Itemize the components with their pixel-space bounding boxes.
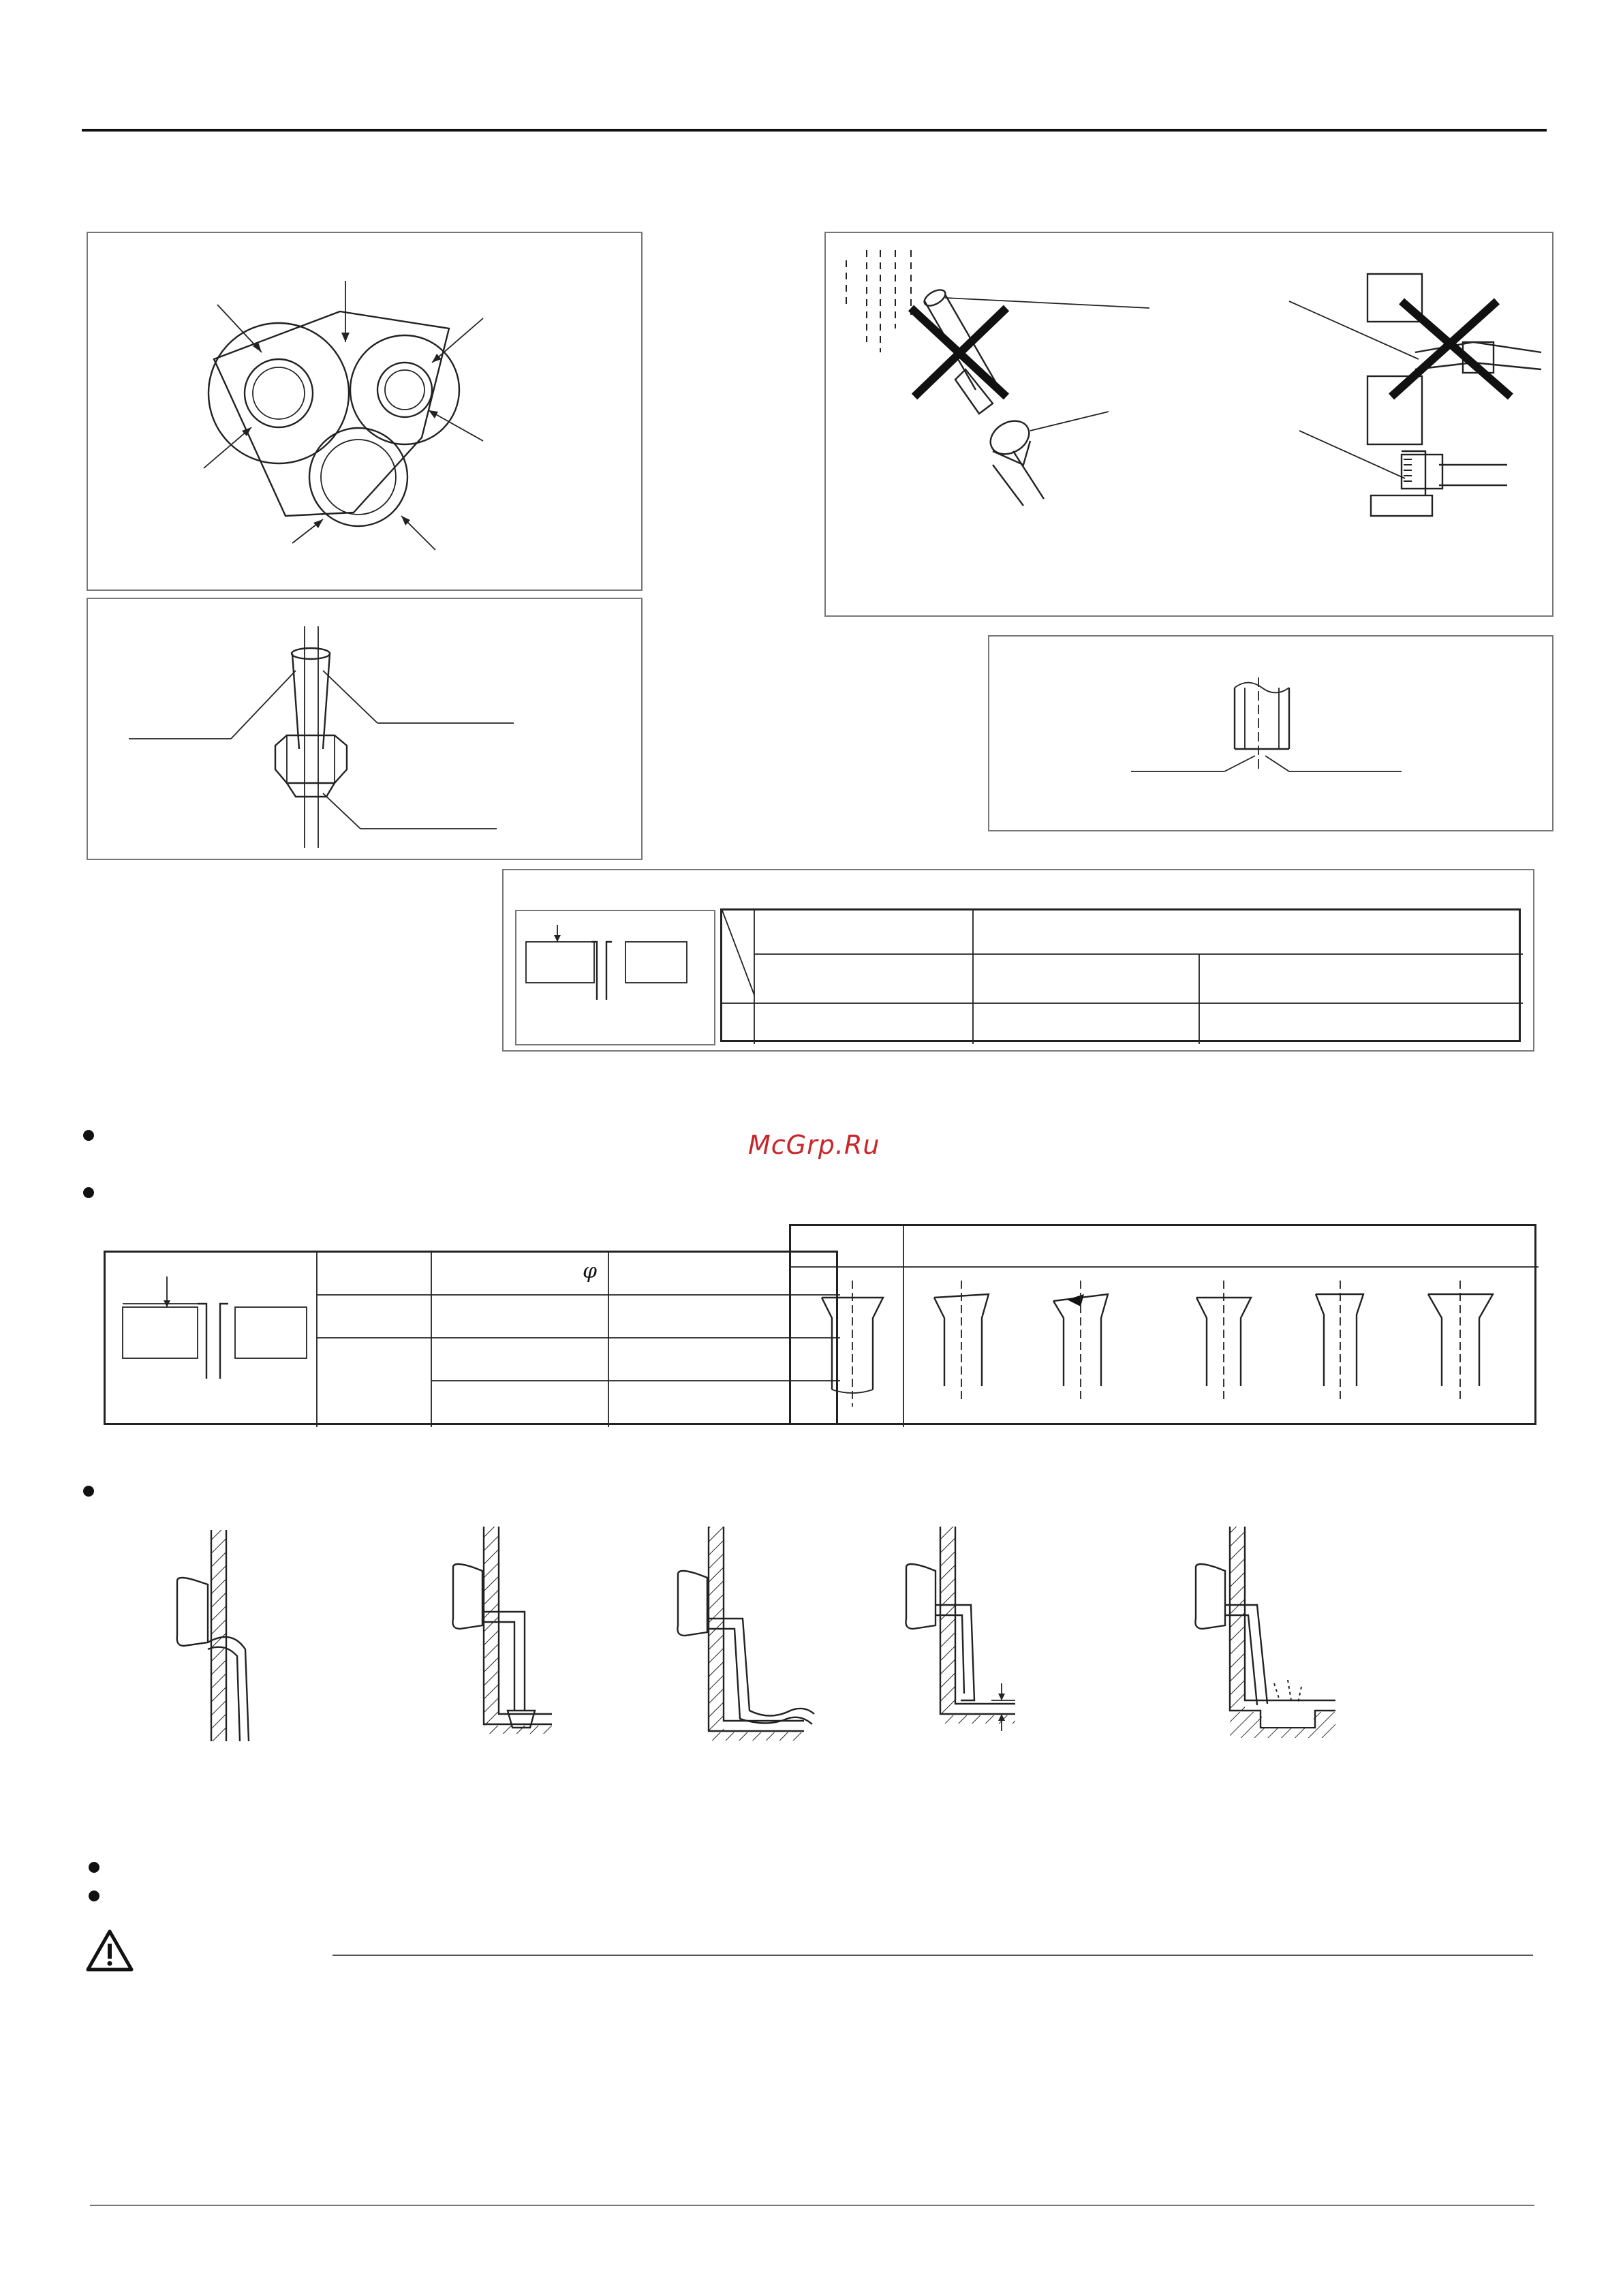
- flare-section-inset: [515, 910, 715, 1045]
- figure-flare-caution: [824, 232, 1554, 617]
- figure-pipe-projection-table: [104, 1251, 838, 1425]
- bullet-dot-icon: [83, 1486, 94, 1497]
- drain-wrong-rise: [452, 1527, 552, 1734]
- bullet-dot-icon: [89, 1891, 99, 1901]
- bullet-dot-icon: [83, 1187, 94, 1198]
- figure-drain-hose-routing: [157, 1527, 1356, 1751]
- bullet-dot-icon: [83, 1130, 94, 1141]
- pipe-insulation-drawing: [88, 233, 644, 592]
- drain-wrong-gap: [906, 1527, 1015, 1731]
- warning-rule: [333, 1955, 1533, 1956]
- bullet-dot-icon: [89, 1862, 99, 1873]
- flare-dimension-grid: [720, 908, 1521, 1042]
- pipe-cut-drawing: [989, 637, 1555, 833]
- warning-triangle-icon: [85, 1929, 134, 1972]
- footer-rule: [90, 2205, 1534, 2206]
- drain-wrong-water: [1195, 1527, 1335, 1738]
- figure-pipe-insulation: [87, 232, 643, 591]
- phi-symbol: φ: [583, 1259, 598, 1283]
- watermark: McGrp.Ru: [748, 1130, 880, 1160]
- figure-flare-dimension-table: [502, 869, 1534, 1052]
- flare-sample-good: [822, 1281, 883, 1407]
- figure-flare-inspection: [789, 1224, 1536, 1425]
- header-rule: [82, 129, 1547, 132]
- drain-wrong-wavy: [677, 1527, 814, 1741]
- drain-correct-example: [177, 1530, 249, 1741]
- figure-pipe-cut: [988, 635, 1554, 831]
- flare-caution-drawing: [826, 233, 1555, 618]
- figure-flare-nut: [87, 598, 643, 860]
- flare-nut-drawing: [88, 599, 644, 861]
